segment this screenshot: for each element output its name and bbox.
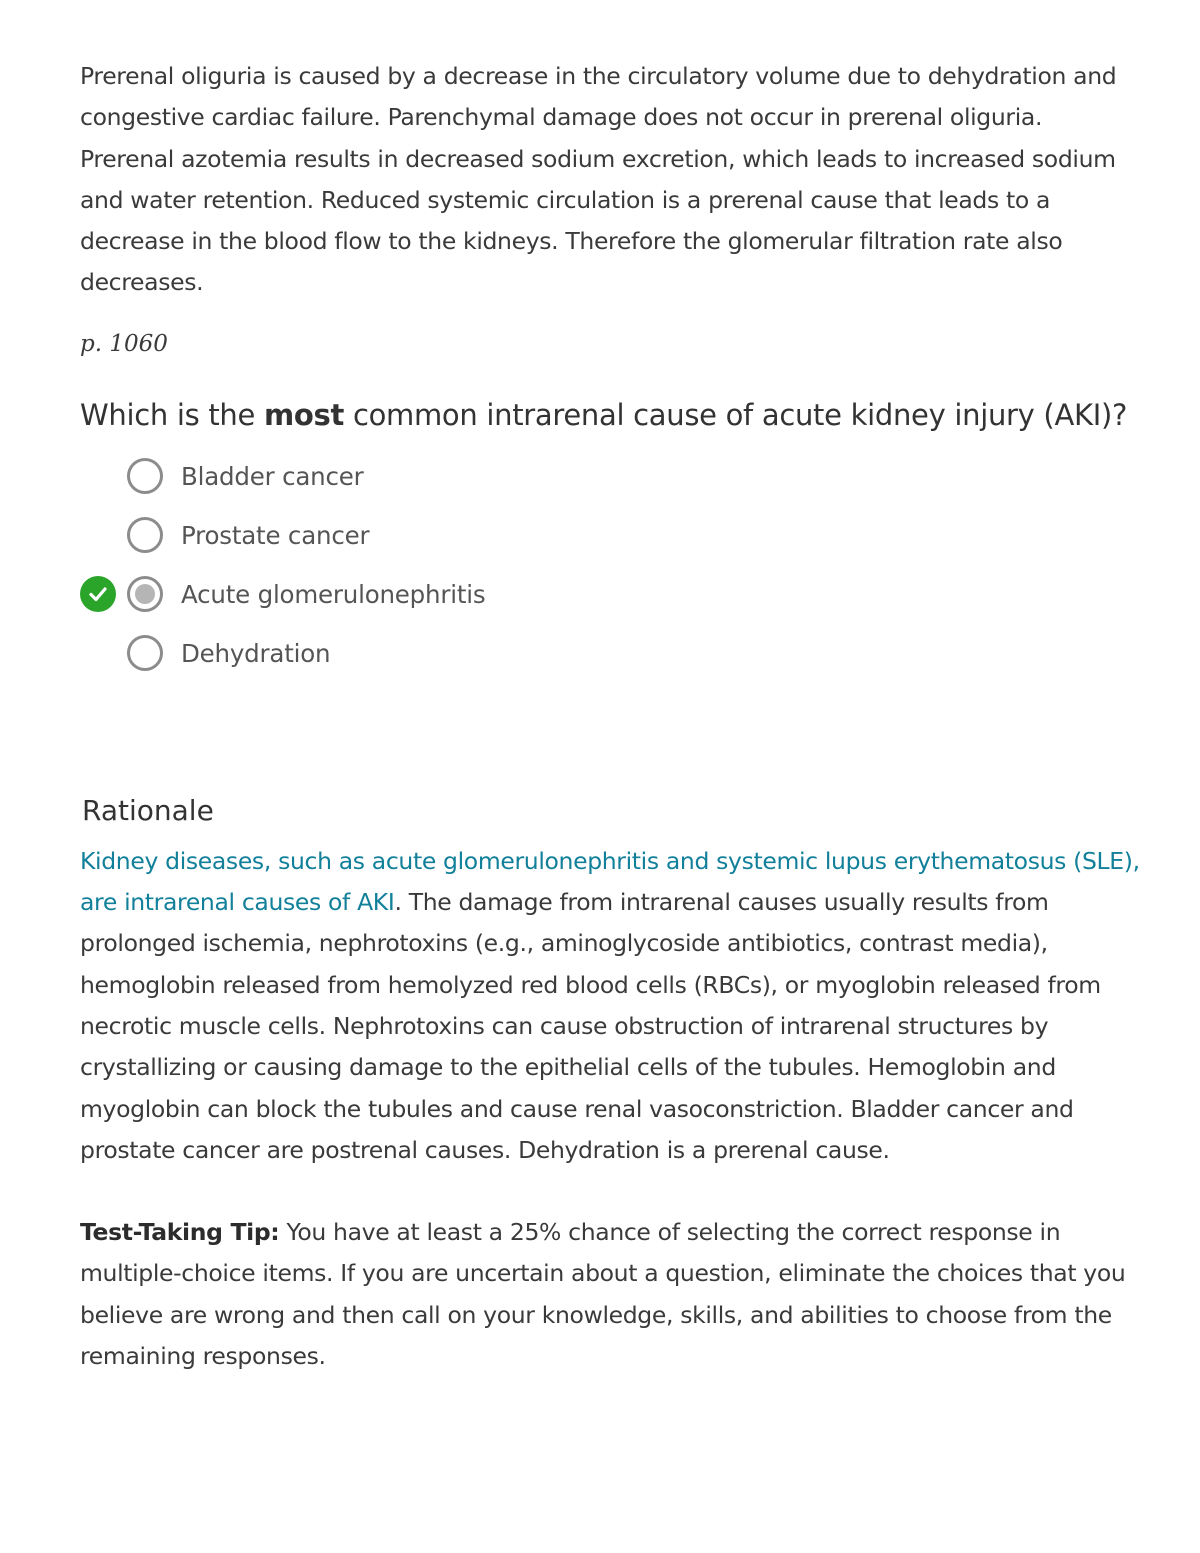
check-circle-icon	[80, 576, 116, 612]
question-stem	[80, 390, 1140, 441]
option-label: Bladder cancer	[181, 461, 364, 491]
test-taking-tip	[80, 1212, 1140, 1377]
option-label: Dehydration	[181, 638, 331, 668]
option-bladder-cancer[interactable]	[80, 447, 1140, 506]
checkmark-glyph	[87, 583, 109, 605]
option-acute-glomerulonephritis[interactable]	[80, 565, 1140, 624]
rationale-body: . The damage from intrarenal causes usually results from prolonged ischemia, nephrotoxins (e.g., aminoglycoside antibiotics, contrast media), hemoglobin released from hemolyzed red blood cells (RBCs), or myoglobin released from necrotic muscle cells. Nephrotoxins can cause obstruction of intrarenal structures by crystallizing or causing damage to the epithelial cells of the tubules. Hemoglobin and myoglobin can block the tubules and cause renal vasoconstriction. Bladder cancer and prostate cancer are postrenal causes. Dehydration is a prerenal cause.	[80, 888, 1101, 1164]
radio-button[interactable]	[127, 517, 163, 553]
radio-button[interactable]	[127, 635, 163, 671]
check-slot	[80, 576, 116, 612]
radio-button[interactable]	[127, 458, 163, 494]
tip-label: Test-Taking Tip:	[80, 1218, 280, 1247]
answer-options	[80, 447, 1140, 683]
tip-text: You have at least a 25% chance of selecting the correct response in multiple-choice items. If you are uncertain about a question, eliminate the choices that you believe are wrong and then call on your knowledge, skills, and abilities to choose from the remaining responses.	[80, 1218, 1126, 1371]
check-slot	[80, 635, 116, 671]
question-suffix: common intrarenal cause of acute kidney injury (AKI)?	[344, 397, 1128, 432]
option-label: Acute glomerulonephritis	[181, 579, 486, 609]
question-emphasis: most	[263, 397, 345, 432]
option-dehydration[interactable]	[80, 624, 1140, 683]
page-reference: p. 1060	[80, 330, 168, 357]
option-prostate-cancer[interactable]	[80, 506, 1140, 565]
previous-rationale-text: Prerenal oliguria is caused by a decrease in the circulatory volume due to dehydration and congestive cardiac failure. Parenchymal damage does not occur in prerenal oliguria. Prerenal azotemia results in decreased sodium excretion, which leads to increased sodium and water retention. Reduced systemic circulation is a prerenal cause that leads to a decrease in the blood flow to the kidneys. Therefore the glomerular filtration rate also decreases.	[80, 62, 1117, 297]
question-page	[80, 56, 1140, 1377]
rationale-heading: Rationale	[82, 793, 214, 827]
rationale-highlight: Kidney diseases, such as acute glomerulonephritis and systemic lupus erythematosus (SLE), are intrarenal causes of AKI	[80, 846, 1140, 917]
rationale-text	[80, 841, 1140, 1171]
check-slot	[80, 458, 116, 494]
radio-button-selected[interactable]	[127, 576, 163, 612]
check-slot	[80, 517, 116, 553]
question-prefix: Which is the	[80, 397, 264, 432]
option-label: Prostate cancer	[181, 520, 370, 550]
